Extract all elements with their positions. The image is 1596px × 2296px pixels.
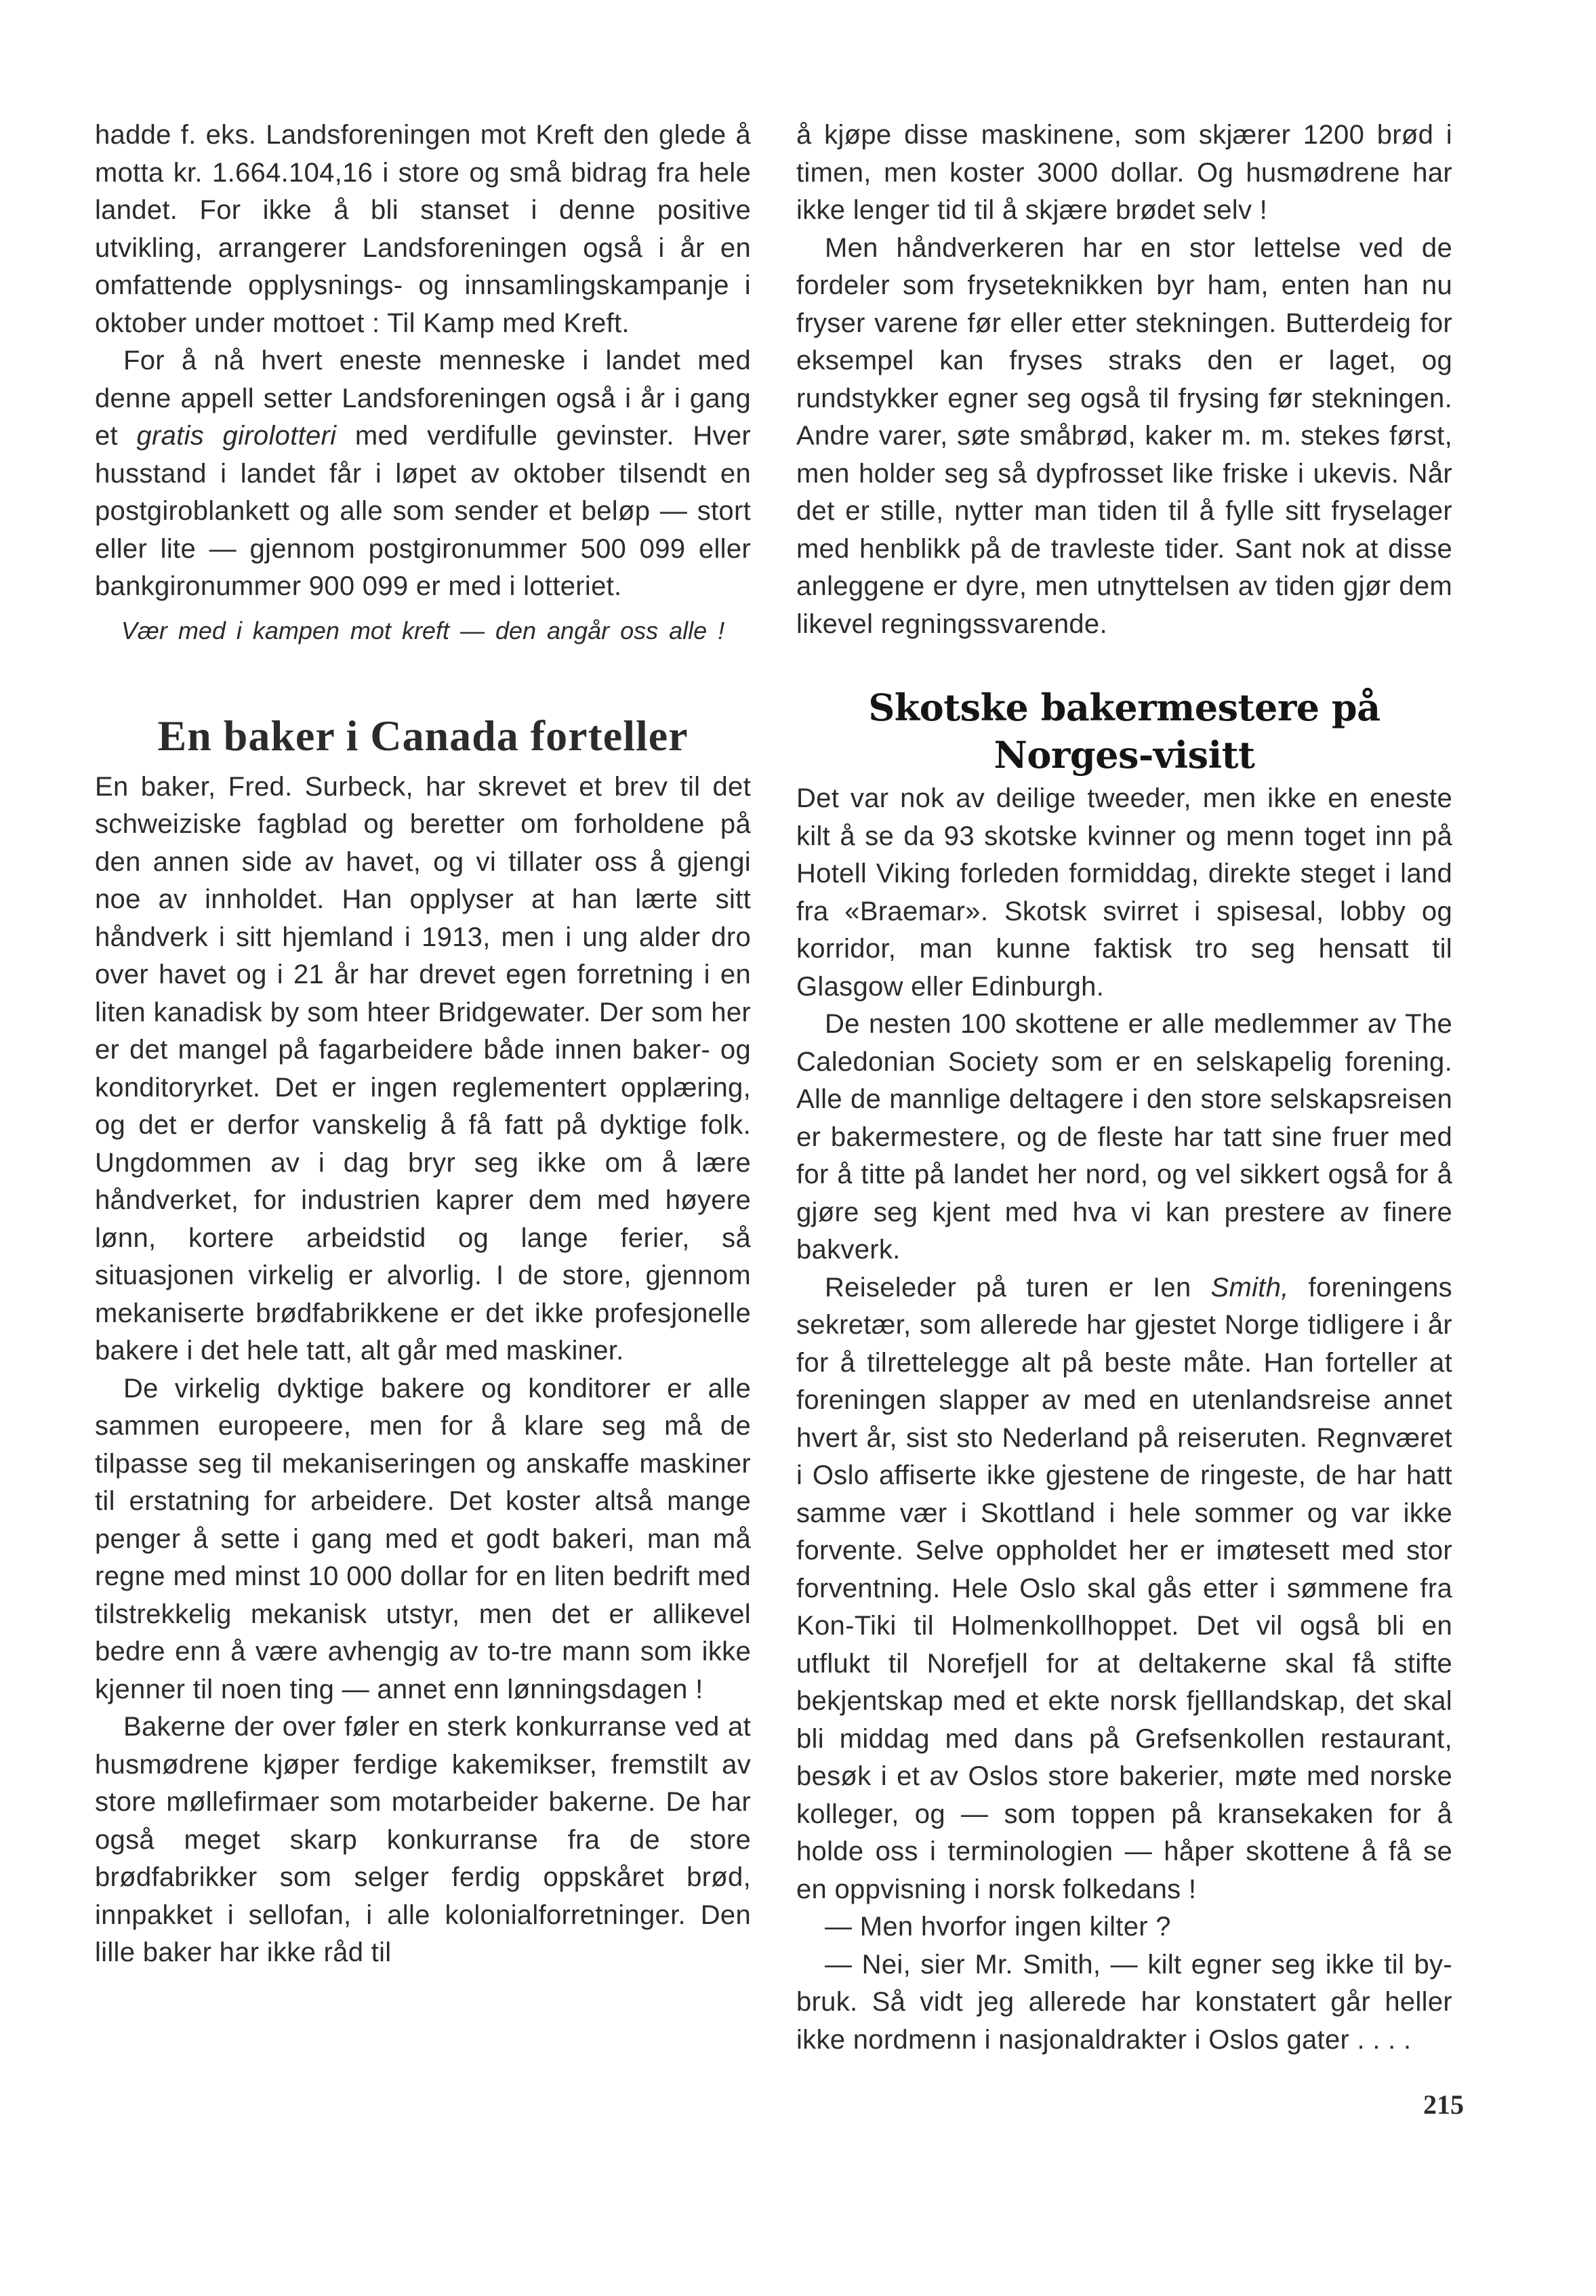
continuation-paragraph-2: Men håndverkeren har en stor lettelse ved de fordeler som fryseteknikken byr ham, enten han nu fryser varene før eller etter stekningen. Butterdeig for eksempel kan fryses straks den er laget, og rundstykker egner seg også til frysing før stekningen. Andre varer, søte småbrød, kaker m. m. stekes først, men holder seg så dypfrosset like friske i ukevis. Når det er stille, nytter man tiden til å fylle sitt fryselager med henblikk på de travleste tider. Sant nok at disse anleggene er dyre, men utnyttelsen av tiden gjør dem likevel regningssvarende. xyxy=(796,232,1452,639)
smith-text-after: foreningens sekretær, som allerede har gjestet Norge tidligere i år for å tilrettelegge alt på beste måte. Han forteller at foreningen slapper av med en utenlandsreise annet hvert år, sist sto Nederland på reiseruten. Regnværet i Oslo affiserte ikke gjestene de ringeste, de har hatt samme vær i Skottland i hele sommer og var ikke forvente. Selve oppholdet her er imøtesett med stor forventning. Hele Oslo skal gås etter i sømmene fra Kon-Tiki til Holmenkollhoppet. Det vil også bli en utflukt til Norefjell for at deltakerne skal få stifte bekjentskap med et ekte norsk fjelllandskap, det skal bli middag med dans på Grefsenkollen restaurant, besøk i et av Oslos store bakerier, møte med norske kolleger, og — som toppen på kransekaken for å holde oss i terminologien — håper skottene å få se en oppvisning i norsk folkedans ! xyxy=(796,1272,1452,1904)
intro-paragraph: hadde f. eks. Landsforeningen mot Kreft den glede å motta kr. 1.664.104,16 i store og små bidrag fra hele landet. For ikke å bli stanset i denne positive utvikling, arrangerer Landsforeningen også i år en omfattende opplysnings- og innsamlingskampanje i oktober under mottoet : Til Kamp med Kreft. xyxy=(95,120,751,338)
article-heading-scottish: Skotske bakermestere på Norges-visitt xyxy=(868,686,1380,777)
left-column xyxy=(95,117,751,1972)
canada-paragraph-2: De virkelig dyktige bakere og konditorer er alle sammen europeere, men for å klare seg må de tilpasse seg til mekaniseringen og anskaffe maskiner til erstatning for arbeidere. Det koster altså mange penger å sette i gang med et godt bakeri, man må regne med minst 10 000 dollar for en liten bedrift med tilstrekkelig mekanisk utstyr, men det er allikevel bedre enn å være avhengig av to-tre mann som ikke kjenner til noen ting — annet enn lønningsdagen ! xyxy=(95,1373,751,1704)
article-heading-canada: En baker i Canada forteller xyxy=(157,711,689,760)
campaign-slogan: Vær med i kampen mot kreft — den angår oss alle ! xyxy=(121,616,725,644)
scottish-paragraph-2: De nesten 100 skottene er alle medlemmer av The Caledonian Society som er en selskapelig forening. Alle de mannlige deltagere i den store selskapsreisen er bakermestere, og de fleste har tatt sine fruer med for å titte på landet her nord, og vel sikkert også for å gjøre seg kjent med hva vi kan prestere av finere bakverk. xyxy=(796,1009,1452,1265)
lottery-text-before: For å nå hvert eneste menneske i landet med denne appell setter Landsforeningen også i år i gang et xyxy=(95,346,751,451)
dialogue-line-2: — Nei, sier Mr. Smith, — kilt egner seg ikke til by-bruk. Så vidt jeg allerede har konstatert går heller ikke nordmenn i nasjonaldrakter i Oslos gater . . . . xyxy=(796,1949,1452,2055)
canada-paragraph-1: En baker, Fred. Surbeck, har skrevet et brev til det schweiziske fagblad og beretter om forholdene på den annen side av havet, og vi tillater oss å gjengi noe av innholdet. Han opplyser at han lærte sitt håndverk i sitt hjemland i 1913, men i ung alder dro over havet og i 21 år har drevet egen forretning i en liten kanadisk by som hteer Bridgewater. Der som her er det mangel på fagarbeidere både innen baker- og konditoryrket. Det er ingen reglementert opplæring, og det er derfor vanskelig å få fatt på dyktige folk. Ungdommen av i dag bryr seg ikke om å lære håndverket, for industrien kaprer dem med høyere lønn, kortere arbeidstid og lange ferier, så situasjonen virkelig er alvorlig. I de store, gjennom mekaniserte brødfabrikkene er det ikke profesjonelle bakere i det hele tatt, alt går med maskiner. xyxy=(95,771,751,1366)
dialogue-line-1: — Men hvorfor ingen kilter ? xyxy=(825,1912,1171,1942)
page-number: 215 xyxy=(1423,2089,1464,2120)
lottery-text-after: med verdifulle gevinster. Hver husstand i landet får i løpet av oktober tilsendt en postgiroblankett og alle som sender et beløp — stort eller lite — gjennom postgironummer 500 099 eller bankgironummer 900 099 er med i lotteriet. xyxy=(95,421,751,601)
smith-italic-name: Smith, xyxy=(1210,1272,1289,1303)
scottish-paragraph-1: Det var nok av deilige tweeder, men ikke en eneste kilt å se da 93 skotske kvinner og menn toget inn på Hotell Viking forleden formiddag, direkte steget i land fra «Braemar». Skotsk svirret i spisesal, lobby og korridor, man kunne faktisk tro seg hensatt til Glasgow eller Edinburgh. xyxy=(796,783,1452,1002)
smith-text-before: Reiseleder på turen er Ien xyxy=(825,1272,1211,1303)
lottery-paragraph xyxy=(95,342,751,606)
lottery-italic-text: gratis girolotteri xyxy=(136,421,337,451)
canada-paragraph-3: Bakerne der over føler en sterk konkurranse ved at husmødrene kjøper ferdige kakemikser, fremstilt av store møllefirmaer som motarbeider bakerne. De har også meget skarp konkurranse fra de store brødfabrikker som selger ferdig oppskåret brød, innpakket i sellofan, i alle kolonialforretninger. Den lille baker har ikke råd til xyxy=(95,1712,751,1967)
right-column xyxy=(796,117,1452,2059)
smith-paragraph xyxy=(796,1269,1452,1909)
continuation-paragraph-1: å kjøpe disse maskinene, som skjærer 1200 brød i timen, men koster 3000 dollar. Og husmødrene har ikke lenger tid til å skjære brødet selv ! xyxy=(796,120,1452,225)
